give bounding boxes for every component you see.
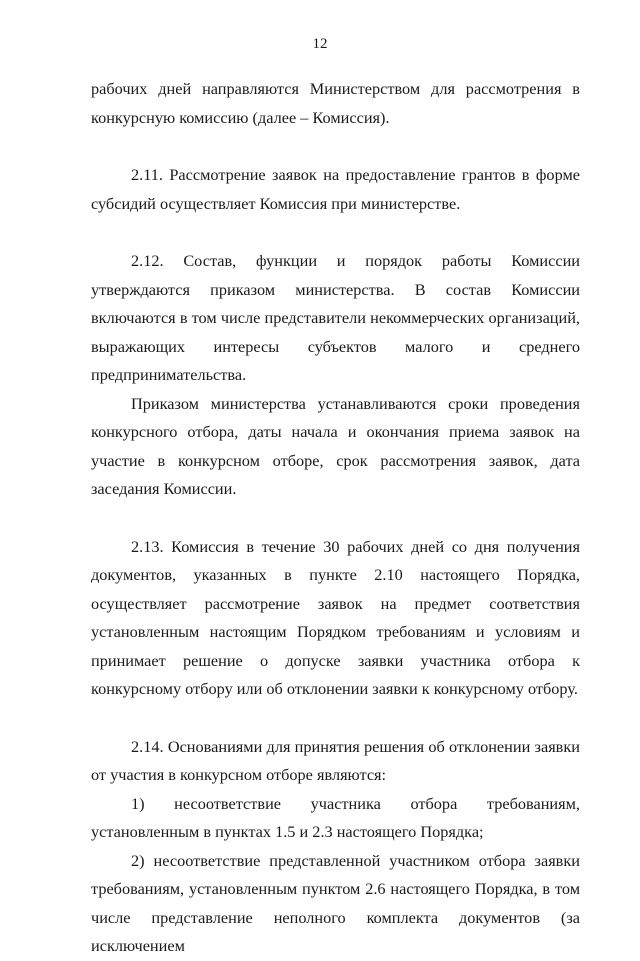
paragraph-2-11: 2.11. Рассмотрение заявок на предоставление грантов в форме субсидий осуществляет Комиссия при министерстве.: [91, 165, 580, 213]
paragraph-2-14-item-1: 1) несоответствие участника отбора требованиям, установленным в пунктах 1.5 и 2.3 настоящего Порядка;: [91, 793, 580, 841]
paragraph-2-14-item-2: 2) несоответствие представленной участником отбора заявки требованиям, установленным пунктом 2.6 настоящего Порядка, в том числе представление неполного комплекта документов (за исключением: [91, 850, 580, 955]
paragraph-continuation: рабочих дней направляются Министерством для рассмотрения в конкурсную комиссию (далее – Комиссия).: [91, 79, 580, 127]
paragraph-2-12-order: Приказом министерства устанавливаются сроки проведения конкурсного отбора, даты начала и окончания приема заявок на участие в конкурсном отборе, срок рассмотрения заявок, дата заседания Комиссии.: [91, 393, 580, 498]
paragraph-2-14: 2.14. Основаниями для принятия решения об отклонении заявки от участия в конкурсном отборе являются:: [91, 736, 580, 784]
paragraph-2-12: 2.12. Состав, функции и порядок работы Комиссии утверждаются приказом министерства. В состав Комиссии включаются в том числе представители некоммерческих организаций, выражающих интересы субъектов малого и среднего предпринимательства.: [91, 251, 580, 384]
document-body: [91, 75, 580, 961]
page-number: 12: [312, 36, 328, 52]
paragraph-2-13: 2.13. Комиссия в течение 30 рабочих дней со дня получения документов, указанных в пункте 2.10 настоящего Порядка, осуществляет рассмотрение заявок на предмет соответствия установленным настоящим Порядком требованиям и условиям и принимает решение о допуске заявки участника отбора к конкурсному отбору или об отклонении заявки к конкурсному отбору.: [91, 536, 580, 698]
